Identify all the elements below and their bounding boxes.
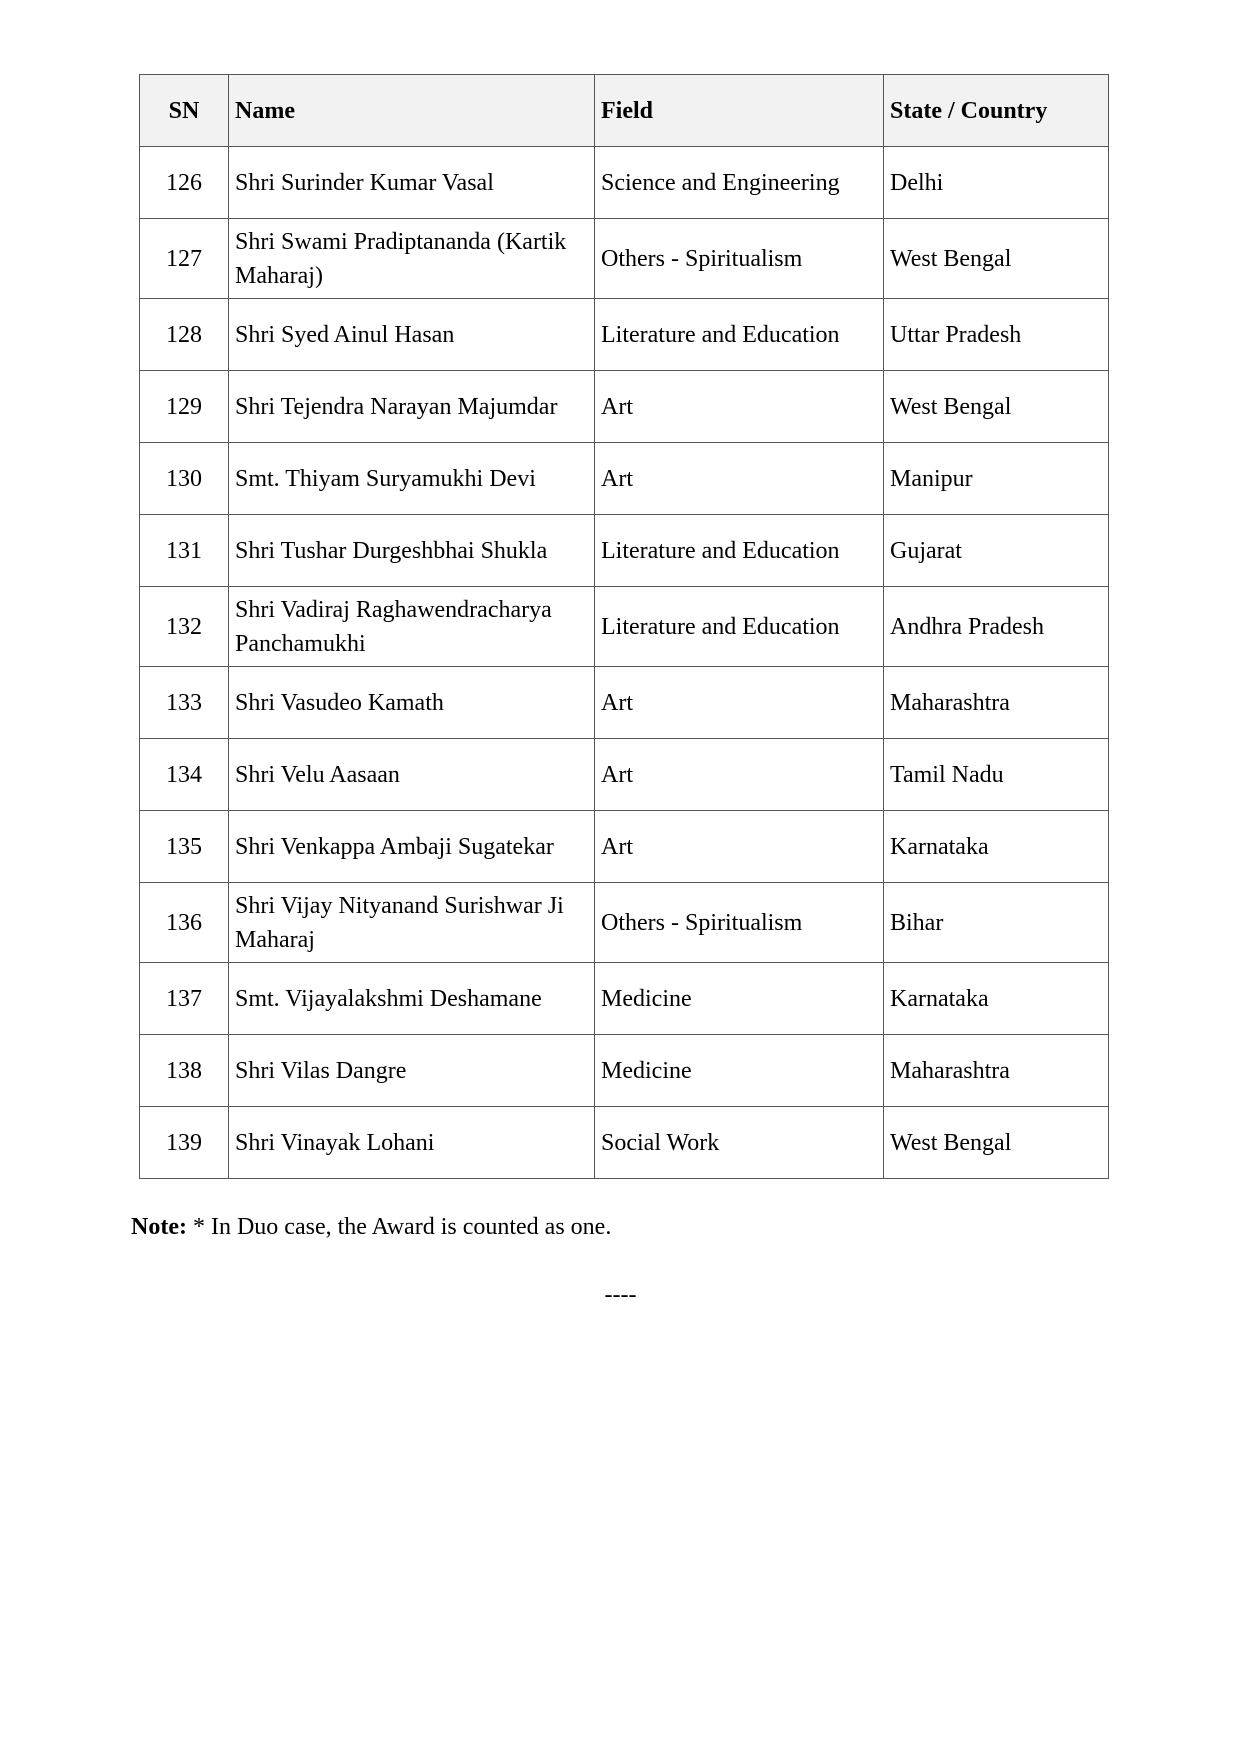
cell-state: Delhi: [884, 147, 1109, 219]
header-sn: SN: [140, 75, 229, 147]
table-row: [140, 371, 1109, 443]
cell-name: Shri Vadiraj Raghawendracharya Panchamukhi: [229, 587, 595, 667]
cell-field: Art: [595, 371, 884, 443]
cell-state: Bihar: [884, 883, 1109, 963]
cell-name: Shri Vilas Dangre: [229, 1035, 595, 1107]
cell-sn: 138: [140, 1035, 229, 1107]
cell-sn: 136: [140, 883, 229, 963]
cell-name: Shri Velu Aasaan: [229, 739, 595, 811]
cell-name: Shri Vijay Nityanand Surishwar Ji Maharaj: [229, 883, 595, 963]
header-field: Field: [595, 75, 884, 147]
cell-field: Others - Spiritualism: [595, 219, 884, 299]
cell-name: Smt. Vijayalakshmi Deshamane: [229, 963, 595, 1035]
cell-name: Shri Surinder Kumar Vasal: [229, 147, 595, 219]
cell-sn: 132: [140, 587, 229, 667]
cell-field: Medicine: [595, 1035, 884, 1107]
cell-name: Shri Swami Pradiptananda (Kartik Maharaj): [229, 219, 595, 299]
header-name: Name: [229, 75, 595, 147]
table-row: [140, 739, 1109, 811]
end-of-document-mark: ----: [604, 1282, 637, 1308]
table-row: [140, 443, 1109, 515]
cell-name: Shri Vinayak Lohani: [229, 1107, 595, 1179]
cell-field: Art: [595, 667, 884, 739]
table-row: [140, 587, 1109, 667]
table-row: [140, 147, 1109, 219]
cell-name: Shri Tejendra Narayan Majumdar: [229, 371, 595, 443]
cell-state: Andhra Pradesh: [884, 587, 1109, 667]
cell-field: Social Work: [595, 1107, 884, 1179]
cell-state: West Bengal: [884, 371, 1109, 443]
cell-state: Karnataka: [884, 811, 1109, 883]
cell-sn: 127: [140, 219, 229, 299]
cell-sn: 134: [140, 739, 229, 811]
cell-field: Art: [595, 739, 884, 811]
cell-sn: 128: [140, 299, 229, 371]
cell-field: Art: [595, 811, 884, 883]
cell-field: Art: [595, 443, 884, 515]
table-row: [140, 515, 1109, 587]
table-row: [140, 667, 1109, 739]
cell-field: Literature and Education: [595, 515, 884, 587]
cell-name: Shri Syed Ainul Hasan: [229, 299, 595, 371]
cell-state: Manipur: [884, 443, 1109, 515]
cell-state: West Bengal: [884, 1107, 1109, 1179]
footnote: [131, 1214, 611, 1241]
cell-field: Medicine: [595, 963, 884, 1035]
table-row: [140, 811, 1109, 883]
table-row: [140, 883, 1109, 963]
table-row: [140, 1035, 1109, 1107]
cell-sn: 139: [140, 1107, 229, 1179]
cell-field: Literature and Education: [595, 299, 884, 371]
footnote-text: * In Duo case, the Award is counted as one.: [186, 1214, 612, 1240]
cell-name: Smt. Thiyam Suryamukhi Devi: [229, 443, 595, 515]
table-row: [140, 299, 1109, 371]
cell-state: Karnataka: [884, 963, 1109, 1035]
cell-state: Maharashtra: [884, 1035, 1109, 1107]
awards-table: [139, 74, 1109, 1179]
cell-sn: 126: [140, 147, 229, 219]
table-header-row: [140, 75, 1109, 147]
cell-state: Tamil Nadu: [884, 739, 1109, 811]
cell-field: Science and Engineering: [595, 147, 884, 219]
cell-sn: 133: [140, 667, 229, 739]
cell-state: West Bengal: [884, 219, 1109, 299]
cell-state: Maharashtra: [884, 667, 1109, 739]
cell-field: Literature and Education: [595, 587, 884, 667]
cell-state: Uttar Pradesh: [884, 299, 1109, 371]
cell-sn: 129: [140, 371, 229, 443]
cell-sn: 131: [140, 515, 229, 587]
table-row: [140, 1107, 1109, 1179]
footnote-label: Note:: [131, 1214, 187, 1240]
table-row: [140, 963, 1109, 1035]
table-row: [140, 219, 1109, 299]
cell-name: Shri Venkappa Ambaji Sugatekar: [229, 811, 595, 883]
cell-state: Gujarat: [884, 515, 1109, 587]
cell-name: Shri Vasudeo Kamath: [229, 667, 595, 739]
cell-sn: 137: [140, 963, 229, 1035]
cell-field: Others - Spiritualism: [595, 883, 884, 963]
cell-sn: 135: [140, 811, 229, 883]
cell-sn: 130: [140, 443, 229, 515]
header-state: State / Country: [884, 75, 1109, 147]
cell-name: Shri Tushar Durgeshbhai Shukla: [229, 515, 595, 587]
